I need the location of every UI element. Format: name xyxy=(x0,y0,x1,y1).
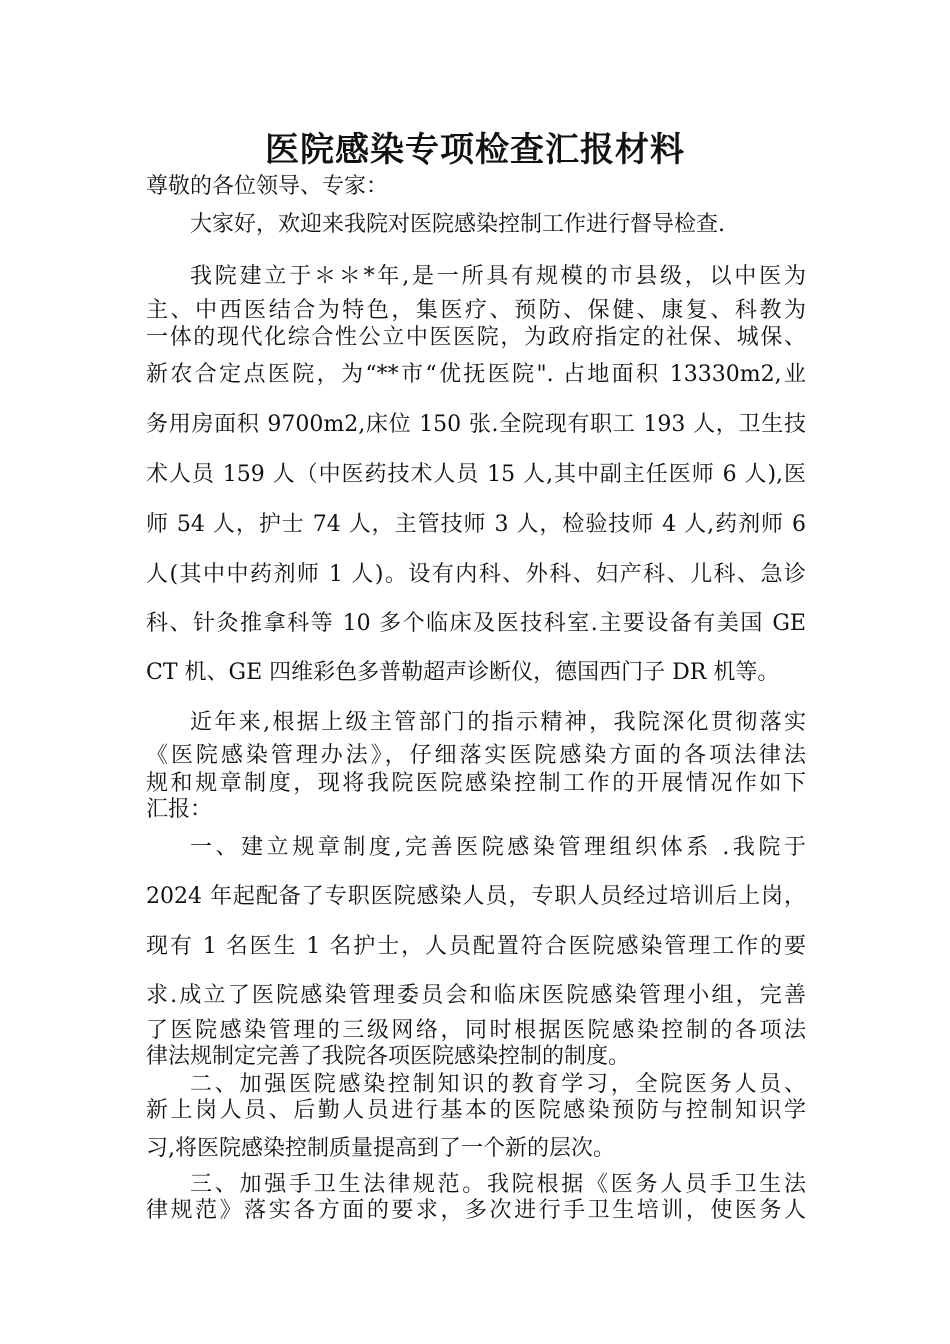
paragraph-intro-line: 我院建立于＊＊*年,是一所具有规模的市县级，以中医为 xyxy=(190,264,806,289)
paragraph-intro-line: 人(其中中药剂师 1 人)。设有内科、外科、妇产科、儿科、急诊 xyxy=(146,562,806,587)
section-two-line: 习,将医院感染控制质量提高到了一个新的层次。 xyxy=(146,1136,615,1161)
paragraph-background-line: 汇报： xyxy=(146,797,213,822)
section-one-line: 2024 年起配备了专职医院感染人员，专职人员经过培训后上岗， xyxy=(146,884,806,909)
section-three-line: 律规范》落实各方面的要求，多次进行手卫生培训，使医务人 xyxy=(146,1198,806,1223)
document-title: 医院感染专项检查汇报材料 xyxy=(265,130,685,170)
paragraph-intro-line: 主、中西医结合为特色，集医疗、预防、保健、康复、科教为 xyxy=(146,298,806,323)
section-one-line: 求.成立了医院感染管理委员会和临床医院感染管理小组，完善 xyxy=(146,983,806,1008)
paragraph-intro-line: 一体的现代化综合性公立中医医院，为政府指定的社保、城保、 xyxy=(146,325,806,350)
paragraph-intro-line: 务用房面积 9700m2,床位 150 张.全院现有职工 193 人，卫生技 xyxy=(146,412,806,437)
section-one-line: 现有 1 名医生 1 名护士，人员配置符合医院感染管理工作的要 xyxy=(146,934,806,959)
paragraph-intro-line: 师 54 人，护士 74 人，主管技师 3 人，检验技师 4 人,药剂师 6 xyxy=(146,512,806,537)
paragraph-intro-line: CT 机、GE 四维彩色多普勒超声诊断仪，德国西门子 DR 机等。 xyxy=(146,660,780,685)
section-two-line: 二、加强医院感染控制知识的教育学习，全院医务人员、 xyxy=(190,1072,806,1097)
paragraph-intro-line: 新农合定点医院，为“**市“优抚医院". 占地面积 13330m2,业 xyxy=(146,362,806,387)
section-one-line: 律法规制定完善了我院各项医院感染控制的制度。 xyxy=(146,1044,631,1069)
paragraph-intro-line: 术人员 159 人（中医药技术人员 15 人,其中副主任医师 6 人),医 xyxy=(146,462,806,487)
section-two-line: 新上岗人员、后勤人员进行基本的医院感染预防与控制知识学 xyxy=(146,1098,806,1123)
paragraph-background-line: 近年来,根据上级主管部门的指示精神，我院深化贯彻落实 xyxy=(190,710,806,735)
salutation-line: 尊敬的各位领导、专家： xyxy=(146,174,389,199)
greeting-line: 大家好，欢迎来我院对医院感染控制工作进行督导检查. xyxy=(190,212,725,237)
section-three-line: 三、加强手卫生法律规范。我院根据《医务人员手卫生法 xyxy=(190,1172,806,1197)
section-one-line: 一、建立规章制度,完善医院感染管理组织体系 .我院于 xyxy=(190,835,806,860)
paragraph-intro-line: 科、针灸推拿科等 10 多个临床及医技科室.主要设备有美国 GE xyxy=(146,611,806,636)
paragraph-background-line: 《医院感染管理办法》，仔细落实医院感染方面的各项法律法 xyxy=(146,743,806,768)
section-one-line: 了医院感染管理的三级网络，同时根据医院感染控制的各项法 xyxy=(146,1018,806,1043)
paragraph-background-line: 规和规章制度，现将我院医院感染控制工作的开展情况作如下 xyxy=(146,771,806,796)
